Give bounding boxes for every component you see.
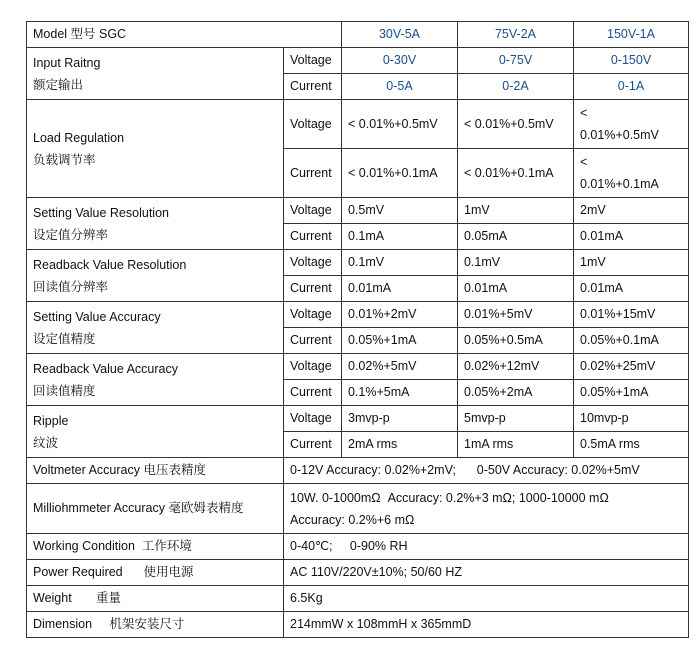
- weight-label: Weight 重量: [27, 586, 284, 612]
- input-rating-label: Input Raitng 额定输出: [27, 48, 284, 100]
- spec-value: 0.05mA: [458, 224, 574, 250]
- working-label: Working Condition 工作环境: [27, 534, 284, 560]
- power-row: [27, 560, 689, 586]
- milliohm-row: [27, 484, 689, 534]
- spec-value: 0.05%+0.5mA: [458, 328, 574, 354]
- input-current-label: Current: [284, 74, 342, 100]
- spec-voltage-row: [27, 198, 689, 224]
- spec-sheet: [26, 21, 688, 638]
- spec-row-label: Setting Value Resolution 设定值分辨率: [27, 198, 284, 250]
- weight-row: [27, 586, 689, 612]
- voltage-label: Voltage: [284, 250, 342, 276]
- voltage-label: Voltage: [284, 302, 342, 328]
- working-row: [27, 534, 689, 560]
- model-150v-1a: 150V-1A: [574, 22, 689, 48]
- spec-row-label: Setting Value Accuracy 设定值精度: [27, 302, 284, 354]
- spec-value: 5mvp-p: [458, 406, 574, 432]
- spec-value: 0.01%+15mV: [574, 302, 689, 328]
- current-label: Current: [284, 432, 342, 458]
- load-current-30: < 0.01%+0.1mA: [342, 149, 458, 198]
- spec-row-label: Readback Value Accuracy 回读值精度: [27, 354, 284, 406]
- spec-value: 2mA rms: [342, 432, 458, 458]
- voltmeter-label: Voltmeter Accuracy 电压表精度: [27, 458, 284, 484]
- dimension-label: Dimension 机架安装尺寸: [27, 612, 284, 638]
- load-current-75: < 0.01%+0.1mA: [458, 149, 574, 198]
- spec-value: 0.1%+5mA: [342, 380, 458, 406]
- spec-value: 0.1mV: [342, 250, 458, 276]
- load-voltage-label: Voltage: [284, 100, 342, 149]
- spec-value: 0.01%+5mV: [458, 302, 574, 328]
- dimension-row: [27, 612, 689, 638]
- spec-value: 0.5mV: [342, 198, 458, 224]
- spec-value: 2mV: [574, 198, 689, 224]
- spec-voltage-row: [27, 354, 689, 380]
- load-voltage-75: < 0.01%+0.5mV: [458, 100, 574, 149]
- spec-value: 0.02%+25mV: [574, 354, 689, 380]
- load-regulation-label: Load Regulation 负载调节率: [27, 100, 284, 198]
- current-label: Current: [284, 276, 342, 302]
- spec-value: 3mvp-p: [342, 406, 458, 432]
- dimension-value: 214mmW x 108mmH x 365mmD: [284, 612, 689, 638]
- spec-value: 0.02%+5mV: [342, 354, 458, 380]
- input-voltage-30: 0-30V: [342, 48, 458, 74]
- spec-value: 1mV: [574, 250, 689, 276]
- milliohm-label: Milliohmmeter Accuracy 毫欧姆表精度: [27, 484, 284, 534]
- input-voltage-75: 0-75V: [458, 48, 574, 74]
- voltmeter-row: [27, 458, 689, 484]
- load-current-150: < 0.01%+0.1mA: [574, 149, 689, 198]
- current-label: Current: [284, 328, 342, 354]
- spec-row-label: Ripple 纹波: [27, 406, 284, 458]
- working-value: 0-40℃; 0-90% RH: [284, 534, 689, 560]
- input-voltage-row: [27, 48, 689, 74]
- load-voltage-150: < 0.01%+0.5mV: [574, 100, 689, 149]
- current-label: Current: [284, 224, 342, 250]
- spec-value: 1mA rms: [458, 432, 574, 458]
- spec-value: 0.1mA: [342, 224, 458, 250]
- spec-value: 0.01%+2mV: [342, 302, 458, 328]
- input-voltage-150: 0-150V: [574, 48, 689, 74]
- spec-value: 0.5mA rms: [574, 432, 689, 458]
- power-value: AC 110V/220V±10%; 50/60 HZ: [284, 560, 689, 586]
- spec-value: 0.1mV: [458, 250, 574, 276]
- input-current-75: 0-2A: [458, 74, 574, 100]
- load-current-label: Current: [284, 149, 342, 198]
- model-label: Model 型号 SGC: [27, 22, 342, 48]
- spec-voltage-row: [27, 302, 689, 328]
- spec-value: 0.01mA: [458, 276, 574, 302]
- spec-value: 0.01mA: [574, 276, 689, 302]
- weight-value: 6.5Kg: [284, 586, 689, 612]
- current-label: Current: [284, 380, 342, 406]
- load-voltage-30: < 0.01%+0.5mV: [342, 100, 458, 149]
- spec-value: 0.05%+1mA: [574, 380, 689, 406]
- voltage-label: Voltage: [284, 198, 342, 224]
- milliohm-value: 10W. 0-1000mΩ Accuracy: 0.2%+3 mΩ; 1000-10000 mΩ Accuracy: 0.2%+6 mΩ: [284, 484, 689, 534]
- header-row: [27, 22, 689, 48]
- spec-value: 0.05%+1mA: [342, 328, 458, 354]
- input-voltage-label: Voltage: [284, 48, 342, 74]
- spec-voltage-row: [27, 250, 689, 276]
- spec-value: 10mvp-p: [574, 406, 689, 432]
- spec-value: 0.02%+12mV: [458, 354, 574, 380]
- input-current-30: 0-5A: [342, 74, 458, 100]
- spec-value: 1mV: [458, 198, 574, 224]
- load-voltage-row: [27, 100, 689, 149]
- voltmeter-value: 0-12V Accuracy: 0.02%+2mV; 0-50V Accuracy: 0.02%+5mV: [284, 458, 689, 484]
- spec-value: 0.01mA: [342, 276, 458, 302]
- spec-row-label: Readback Value Resolution 回读值分辨率: [27, 250, 284, 302]
- spec-voltage-row: [27, 406, 689, 432]
- spec-value: 0.05%+2mA: [458, 380, 574, 406]
- voltage-label: Voltage: [284, 354, 342, 380]
- model-30v-5a: 30V-5A: [342, 22, 458, 48]
- voltage-label: Voltage: [284, 406, 342, 432]
- spec-table: [26, 21, 689, 638]
- spec-value: 0.01mA: [574, 224, 689, 250]
- model-75v-2a: 75V-2A: [458, 22, 574, 48]
- input-current-150: 0-1A: [574, 74, 689, 100]
- power-label: Power Required 使用电源: [27, 560, 284, 586]
- spec-value: 0.05%+0.1mA: [574, 328, 689, 354]
